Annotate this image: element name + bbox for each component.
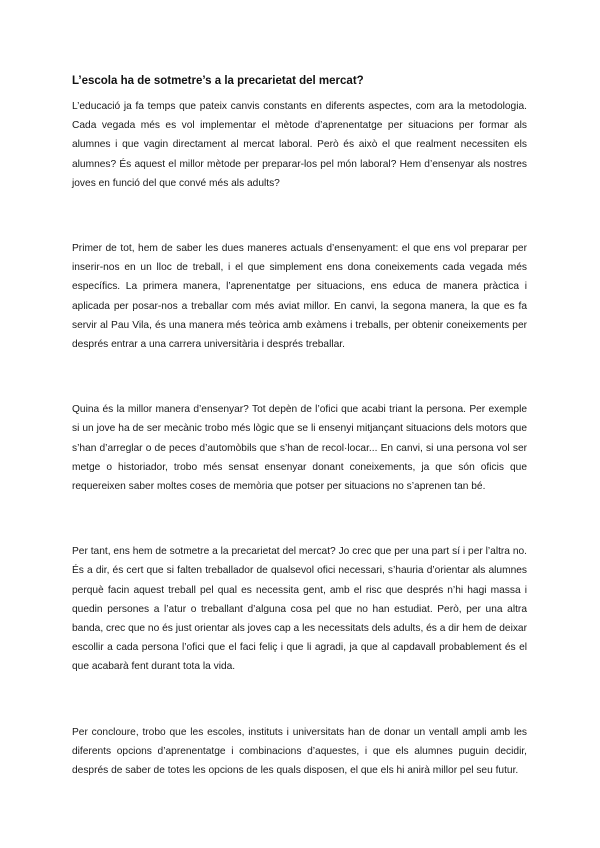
paragraph-teaching-methods: Primer de tot, hem de saber les dues maneres actuals d’ensenyament: el que ens vol preparar per inserir-nos en un lloc de treball, i el que simplement ens dona coneixements cada vegada més específics. La primera manera, l’aprenentatge per situacions, ens educa de manera pràctica i aplicada per posar-nos a treballar com més aviat millor. En canvi, la segona manera, la que es fa servir al Pau Vila, és una manera més teòrica amb exàmens i treballs, per obtenir coneixements per després entrar a una carrera universitària i després treballar. bbox=[72, 243, 527, 351]
document-title: L’escola ha de sotmetre’s a la precarietat del mercat? bbox=[72, 75, 364, 87]
paragraph-market-precarity: Per tant, ens hem de sotmetre a la precarietat del mercat? Jo crec que per una part sí i per l’altra no. És a dir, és cert que si falten treballador de qualsevol ofici necessari, s’hauria d’orientar als alumnes perquè facin aquest treball pel qual es necessita gent, amb el risc que després n’hi hagi massa i quedin persones a l’atur o treballant d’alguna cosa pel que no han estudiat. Però, per una altra banda, crec que no és just orientar als joves cap a les necessitats dels adults, és a dir hem de deixar escollir a cada persona l’ofici que el faci feliç i que li agradi, ja que al capdavall probablement és el que acabarà fent durant tota la vida. bbox=[72, 546, 527, 673]
paragraph-conclusion: Per concloure, trobo que les escoles, instituts i universitats han de donar un ventall ampli amb les diferents opcions d’aprenentatge i combinacions d’aquestes, i que els alumnes puguin decidir, després de saber de totes les opcions de les quals disposen, el que els hi anirà millor pel seu futur. bbox=[72, 726, 527, 777]
paragraph-introduction: L’educació ja fa temps que pateix canvis constants en diferents aspectes, com ara la metodologia. Cada vegada més es vol implementar el mètode d’aprenentatge per situacions per formar als alumnes i que vagin directament al mercat laboral. Però és això el que realment necessiten els alumnes? És aquest el millor mètode per preparar-los pel món laboral? Hem d’ensenyar als nostres joves en funció del que convé més als adults? bbox=[72, 101, 527, 189]
document-body bbox=[72, 73, 527, 780]
paragraph-best-method: Quina és la millor manera d’ensenyar? Tot depèn de l’ofici que acabi triant la persona. Per exemple si un jove ha de ser mecànic trobo més lògic que se li ensenyi mitjançant situacions dels motors que s’han d’arreglar o de peces d’automòbils que s’han de recol·locar... En canvi, si una persona vol ser metge o historiador, trobo més sensat ensenyar donant coneixements, ja que són oficis que requereixen saber moltes coses de memòria que potser per situacions no s’aprenen tan bé. bbox=[72, 404, 527, 493]
